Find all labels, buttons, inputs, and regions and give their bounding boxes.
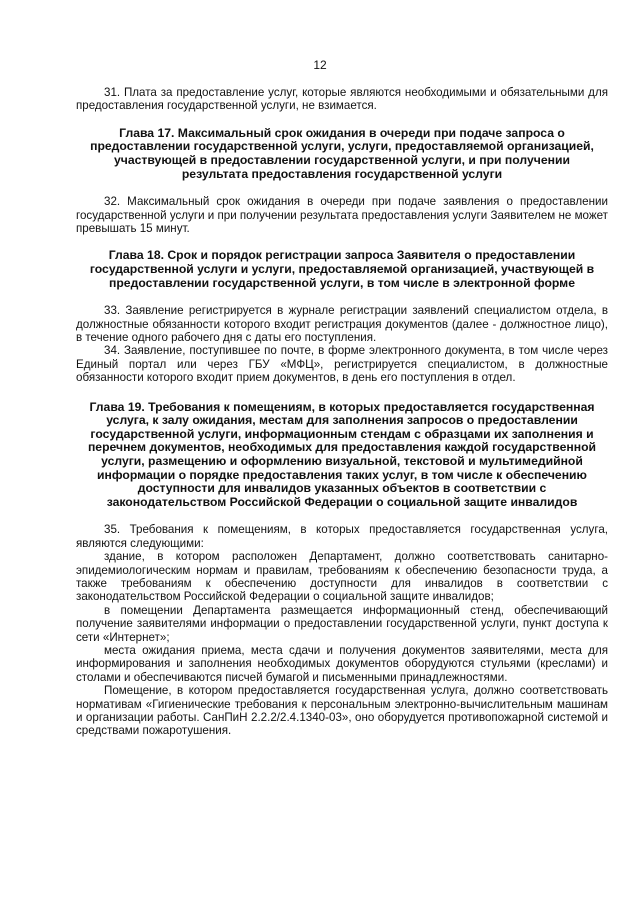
- chapter-18-heading: Глава 18. Срок и порядок регистрации запроса Заявителя о предоставлении государственной услуги и услуги, предоставляемой организацией, участвующей в предоставлении государственной услуги, в том числе в электронной форме: [89, 248, 595, 290]
- chapter-17-heading: Глава 17. Максимальный срок ожидания в очереди при подаче запроса о предоставлении государственной услуги, услуги, предоставляемой организацией, участвующей в предоставлении государственной услуги, и при получении результата предоставления государственной услуги: [90, 125, 594, 181]
- paragraph-32: 32. Максимальный срок ожидания в очереди при подаче заявления о предоставлении государственной услуги и при получении результата предоставления услуги Заявителем не может превышать 15 минут.: [76, 195, 608, 235]
- page-number: 12: [313, 58, 327, 72]
- paragraph-35-info-stand: в помещении Департамента размещается информационный стенд, обеспечивающий получение заявителями информации о предоставлении государственной услуги, пункт доступа к сети «Интернет»;: [76, 603, 608, 644]
- paragraph-35-premises: Помещение, в котором предоставляется государственная услуга, должно соответствовать нормативам «Гигиенические требования к персональным электронно-вычислительным машинам и организации работы. СанПиН 2.2.2/2.4.1340-03», оно оборудуется противопожарной системой и средствами пожаротушения.: [76, 684, 608, 738]
- paragraph-35: 35. Требования к помещениям, в которых предоставляется государственная услуга, являются следующими:: [76, 523, 608, 550]
- paragraph-35-waiting-areas: места ожидания приема, места сдачи и получения документов заявителями, места для информирования и заполнения необходимых документов оборудуются стульями (креслами) и столами и обеспечиваются писчей бумагой и письменными принадлежностями.: [76, 644, 608, 684]
- paragraph-34: 34. Заявление, поступившее по почте, в форме электронного документа, в том числе через Единый портал или через ГБУ «МФЦ», регистрируется специалистом, в должностные обязанности которого входит прием документов, в день его поступления в отдел.: [76, 344, 608, 385]
- paragraph-31: 31. Плата за предоставление услуг, которые являются необходимыми и обязательными для предоставления государственной услуги, не взимается.: [76, 86, 608, 113]
- paragraph-33: 33. Заявление регистрируется в журнале регистрации заявлений специалистом отдела, в должностные обязанности которого входит регистрация документов (далее - должностное лицо), в течение одного рабочего дня с даты его поступления.: [76, 304, 608, 344]
- document-body: [76, 86, 608, 738]
- paragraph-35-building: здание, в котором расположен Департамент, должно соответствовать санитарно-эпидемиологическим нормам и правилам, требованиям к обеспечению безопасности труда, а также требованиям к обеспечению доступности для инвалидов в соответствии с законодательством Российской Федерации о социальной защите инвалидов;: [76, 550, 608, 604]
- chapter-19-heading: Глава 19. Требования к помещениям, в которых предоставляется государственная услуга, к залу ожидания, местам для заполнения запросов о предоставлении государственной услуги, информационным стендам с образцами их заполнения и перечнем документов, необходимых для предоставления каждой государственной услуги, размещению и оформлению визуальной, текстовой и мультимедийной информации о порядке предоставления таких услуг, в том числе к обеспечению доступности для инвалидов указанных объектов в соответствии с законодательством Российской Федерации о социальной защите инвалидов: [87, 399, 597, 509]
